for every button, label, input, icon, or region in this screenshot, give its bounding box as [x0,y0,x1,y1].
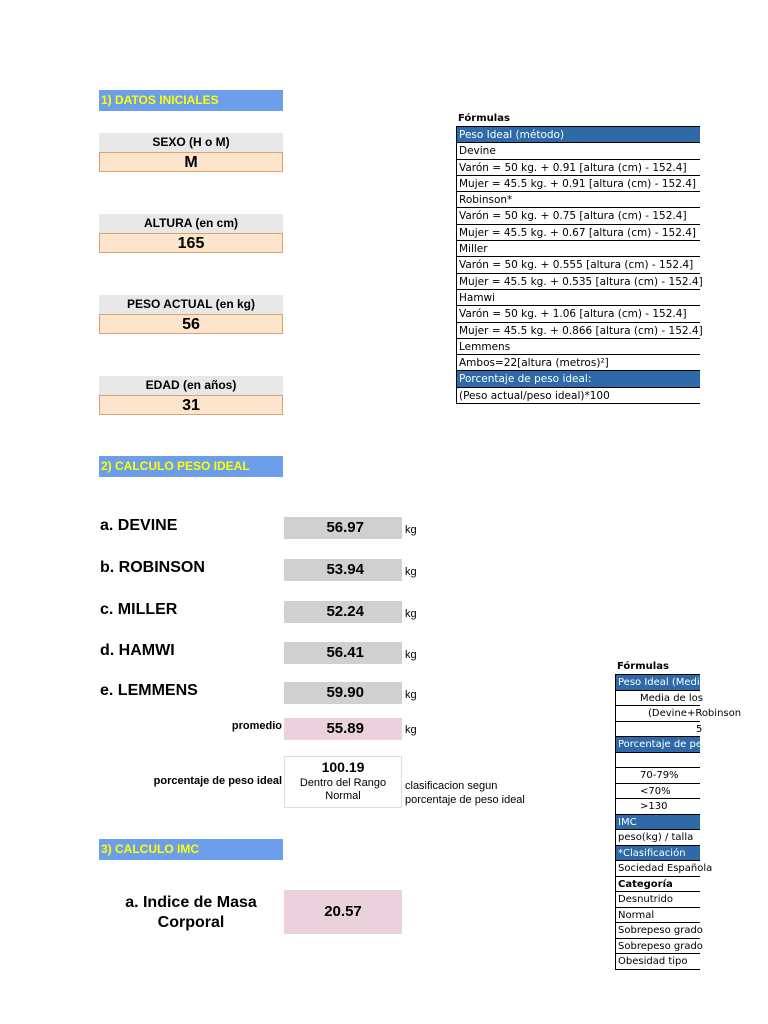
porcentaje-value: 100.19 [321,759,365,775]
formula-row: Varón = 50 kg. + 1.06 [altura (cm) - 152.4] [456,306,700,322]
formulas-title: Fórmulas [458,113,510,124]
method-label: b. ROBINSON [100,559,205,576]
porcentaje-label: porcentaje de peso ideal [153,775,282,787]
section-header-datos: 1) DATOS INICIALES [99,90,283,111]
promedio-value: 55.89 [284,718,402,740]
formula-row: Ambos=22[altura (metros)²] [456,355,700,371]
formula-row: Miller [456,241,700,257]
method-label: e. LEMMENS [100,682,198,699]
method-unit: kg [405,566,417,578]
formula2-row: Obesidad tipo [615,954,700,970]
formula2-row: Sociedad Española [615,861,700,877]
porcentaje-box [284,756,402,808]
imc-value: 20.57 [284,890,402,934]
imc-label [100,893,282,933]
formula2-row: IMC [615,815,700,831]
note-line1: clasificacion segun [405,780,498,792]
formula-row: Robinson* [456,192,700,208]
formula-row: Porcentaje de peso ideal: [456,371,700,387]
peso-input[interactable]: 56 [99,314,283,334]
formula-row: Peso Ideal (método) [456,127,700,143]
formula2-row: Media de los [615,691,700,707]
formula-row: Varón = 50 kg. + 0.555 [altura (cm) - 152.4] [456,257,700,273]
method-unit: kg [405,524,417,536]
method-label: a. DEVINE [100,517,178,534]
formula2-row: Porcentaje de peso [615,737,700,753]
method-value: 53.94 [284,559,402,581]
formula-row: Lemmens [456,339,700,355]
imc-label-line2: Corporal [157,914,225,931]
method-unit: kg [405,608,417,620]
clasificacion-line2: Normal [325,790,361,802]
method-label: c. MILLER [100,601,178,618]
formula-row: Mujer = 45.5 kg. + 0.866 [altura (cm) - 152.4] [456,323,700,339]
formula2-row: Sobrepeso grado [615,939,700,955]
formula2-row: peso(kg) / talla [615,830,700,846]
formula-row: Devine [456,143,700,159]
sexo-input[interactable]: M [99,152,283,172]
formula-row: Varón = 50 kg. + 0.75 [altura (cm) - 152.4] [456,208,700,224]
clasificacion-note [405,779,525,807]
formulas2-title: Fórmulas [617,661,669,672]
formula2-row: Desnutrido [615,892,700,908]
note-line2: porcentaje de peso ideal [405,794,525,806]
formula-row: Mujer = 45.5 kg. + 0.91 [altura (cm) - 152.4] [456,176,700,192]
formula-row: (Peso actual/peso ideal)*100 [456,388,700,404]
edad-input[interactable]: 31 [99,395,283,415]
formula2-row: Categoría [615,877,700,893]
formulas2-table [615,674,742,967]
formula2-row [615,753,700,769]
section-header-calculo-imc: 3) CALCULO IMC [99,839,283,860]
method-value: 56.41 [284,642,402,664]
altura-label: ALTURA (en cm) [99,214,283,233]
formulas-table [456,126,703,404]
formula-row: Mujer = 45.5 kg. + 0.67 [altura (cm) - 152.4] [456,225,700,241]
method-value: 52.24 [284,601,402,623]
formula2-row: 5 [615,722,700,738]
formula2-row: 70-79% [615,768,700,784]
method-unit: kg [405,689,417,701]
formula2-row: Peso Ideal (Media) [615,675,700,691]
formula-row: Hamwi [456,290,700,306]
section-header-calculo-peso: 2) CALCULO PESO IDEAL [99,456,283,477]
formula2-row: Normal [615,908,700,924]
formula-row: Varón = 50 kg. + 0.91 [altura (cm) - 152.4] [456,160,700,176]
method-value: 59.90 [284,682,402,704]
method-unit: kg [405,649,417,661]
promedio-label: promedio [231,720,282,732]
sexo-label: SEXO (H o M) [99,133,283,152]
promedio-unit: kg [405,724,417,736]
formula-row: Mujer = 45.5 kg. + 0.535 [altura (cm) - 152.4] [456,274,700,290]
formula2-row: (Devine+Robinson [615,706,700,722]
imc-label-line1: a. Indice de Masa [125,894,257,911]
method-label: d. HAMWI [100,642,175,659]
method-value: 56.97 [284,517,402,539]
clasificacion-line1: Dentro del Rango [299,777,387,789]
altura-input[interactable]: 165 [99,233,283,253]
formula2-row: <70% [615,784,700,800]
edad-label: EDAD (en años) [99,376,283,395]
formula2-row: *Clasificación [615,846,700,862]
formula2-row: Sobrepeso grado [615,923,700,939]
peso-label: PESO ACTUAL (en kg) [99,295,283,314]
formula2-row: >130 [615,799,700,815]
